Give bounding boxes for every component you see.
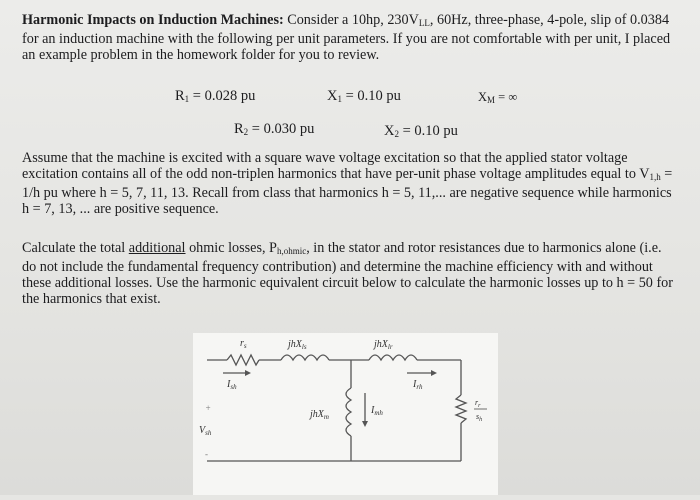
rotor-load-resistor bbox=[456, 395, 466, 423]
stator-leakage-inductor bbox=[281, 355, 329, 360]
label-ish: $I_{sh}$ bbox=[227, 379, 237, 391]
param-x1: $X_1 = 0.10$ pu bbox=[327, 88, 401, 104]
vsh-minus: - bbox=[205, 449, 208, 459]
problem-intro: Harmonic Impacts on Induction Machines: Consider a 10hp, $230V_{LL}$, 60Hz, three-phase, 4-pole, slip of 0.0384 for an induction machine with the following per unit parameters. If you are not comfortable with per unit, I placed an example problem in the homework folder for you to review. bbox=[22, 12, 671, 63]
circuit-diagram bbox=[193, 333, 498, 495]
label-jhxm: jhX$_m$ bbox=[310, 409, 329, 421]
task-paragraph: Calculate the total additional ohmic losses, $P_{h,ohmic}$, in the stator and rotor resistances due to harmonics alone (i.e. do not include the fundamental frequency contribution) and determine the machine efficiency with and without these additional losses. Use the harmonic equivalent circuit below to calculate the harmonic losses up to h = 50 for the harmonics that exist. bbox=[22, 240, 673, 307]
assumption-paragraph: Assume that the machine is excited with a square wave voltage excitation so that the applied stator voltage excitation contains all of the odd non-triplen harmonics that have per-unit phase voltage amplitudes equal to $V_{1,h} = 1/h$ pu where h = 5, 7, 11, 13. Recall from class that harmonics h = 5, 11,... are negative sequence while harmonics h = 7, 13, ... are positive sequence. bbox=[22, 150, 673, 217]
param-x2: $X_2 = 0.10$ pu bbox=[384, 123, 458, 139]
param-xm: $X_M$ = ∞ bbox=[478, 90, 518, 105]
stator-resistor bbox=[227, 355, 259, 365]
label-imh: $I_{mh}$ bbox=[371, 405, 383, 417]
label-rr: $r_r$ bbox=[475, 398, 481, 409]
param-r2: $R_2 = 0.030$ pu bbox=[234, 121, 315, 137]
label-jhxlr: jhX$_{lr}$ bbox=[374, 339, 393, 351]
magnetizing-inductor bbox=[346, 388, 351, 436]
rotor-leakage-inductor bbox=[369, 355, 417, 360]
label-rs: $r_s$ bbox=[240, 338, 247, 350]
vsh-plus: + bbox=[205, 403, 212, 413]
param-r1: $R_1 = 0.028$ pu bbox=[175, 88, 256, 104]
problem-heading: Harmonic Impacts on Induction Machines: bbox=[22, 12, 284, 28]
label-vsh: $V_{sh}$ bbox=[199, 425, 212, 437]
label-irh: $I_{rh}$ bbox=[413, 379, 423, 391]
harmonic-equivalent-circuit bbox=[193, 333, 498, 495]
label-sh: $s_h$ bbox=[476, 412, 483, 423]
label-jhxls: jhX$_{ls}$ bbox=[288, 339, 307, 351]
